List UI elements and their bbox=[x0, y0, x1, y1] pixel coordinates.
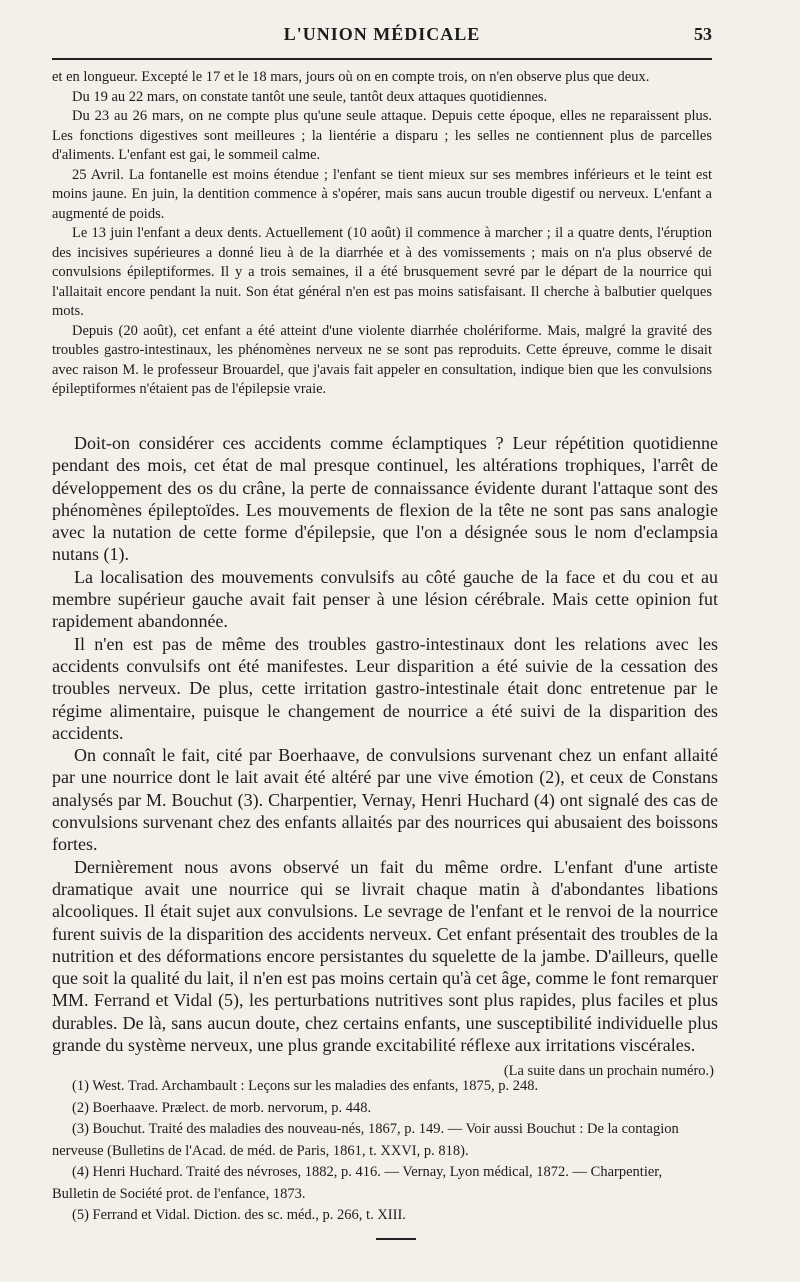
paragraph: Dernièrement nous avons observé un fait du même ordre. L'enfant d'une artiste dramatique avait une nourrice qui se livrait chaque matin à d'abondantes libations alcooliques. Il était sujet aux convulsions. Le sevrage de l'enfant et le renvoi de la nourrice furent suivis de la disparition des accidents nerveux. Cet enfant présentait des troubles de la nutrition et des déformations encore persistantes du squelette de la jambe. D'ailleurs, quelle que soit la qualité du lait, il n'en est pas moins certain qu'à cet âge, comme le font remarquer MM. Ferrand et Vidal (5), les perturbations nutritives sont plus rapides, plus faciles et plus durables. De là, sans aucun doute, chez certains enfants, une susceptibilité individuelle plus grande du système nerveux, une plus grande excitabilité réflexe aux irritations viscérales. bbox=[52, 856, 718, 1056]
paragraph: Le 13 juin l'enfant a deux dents. Actuellement (10 août) il commence à marcher ; il a quatre dents, l'éruption des incisives supérieures a donné lieu à de la diarrhée et à des vomissements ; mais on n'a plus observé de convulsions épileptiformes. Il y a trois semaines, il a été brusquement sevré par le départ de la nourrice qui l'allaitait encore pendant la nuit. Son état général n'en est pas moins satisfaisant. Il cherche à balbutier quelques mots. bbox=[52, 225, 712, 319]
discussion-text bbox=[52, 432, 718, 1083]
journal-title: L'UNION MÉDICALE bbox=[283, 24, 481, 44]
paragraph: et en longueur. Excepté le 17 et le 18 mars, jours où on en compte trois, on n'en observe plus que deux. bbox=[52, 69, 650, 85]
footnote: (5) Ferrand et Vidal. Diction. des sc. méd., p. 266, t. XIII. bbox=[72, 1207, 406, 1223]
continuation-note: (La suite dans un prochain numéro.) bbox=[503, 1063, 714, 1080]
paragraph: Du 23 au 26 mars, on ne compte plus qu'une seule attaque. Depuis cette époque, elles ne reparaissent plus. Les fonctions digestives sont meilleures ; la lientérie a disparu ; les selles ne contiennent plus de parcelles d'aliments. L'enfant est gai, le sommeil calme. bbox=[52, 108, 712, 163]
running-head bbox=[52, 24, 712, 50]
paragraph: La localisation des mouvements convulsifs au côté gauche de la face et du cou et au membre supérieur gauche avait fait penser à une lésion cérébrale. Mais cette opinion fut rapidement abandonnée. bbox=[52, 566, 718, 632]
header-rule bbox=[52, 58, 712, 60]
paragraph: Du 19 au 22 mars, on constate tantôt une seule, tantôt deux attaques quotidiennes. bbox=[72, 88, 548, 105]
footnote: (1) West. Trad. Archambault : Leçons sur les maladies des enfants, 1875, p. 248. bbox=[72, 1078, 539, 1094]
case-observation-text bbox=[52, 68, 712, 400]
end-rule bbox=[376, 1238, 416, 1240]
paragraph: 25 Avril. La fontanelle est moins étendue ; l'enfant se tient mieux sur ses membres inférieurs et le teint est moins jaune. En juin, la dentition commence à s'opérer, mais sans aucun trouble digestif ou nerveux. L'enfant a augmenté de poids. bbox=[52, 166, 712, 222]
footnotes bbox=[52, 1076, 712, 1227]
footnote: (4) Henri Huchard. Traité des névroses, 1882, p. 416. — Vernay, Lyon médical, 1872. — Charpentier, Bulletin de Société prot. de l'enfance, 1873. bbox=[52, 1164, 663, 1202]
paragraph: On connaît le fait, cité par Boerhaave, de convulsions survenant chez un enfant allaité par une nourrice dont le lait avait été altéré par une vive émotion (2), et ceux de Constans analysés par M. Bouchut (3). Charpentier, Vernay, Henri Huchard (4) ont signalé des cas de convulsions survenant chez des enfants allaités par des nourrices qui abusaient des boissons fortes. bbox=[52, 745, 718, 855]
paragraph: Doit-on considérer ces accidents comme éclamptiques ? Leur répétition quotidienne pendant des mois, cet état de mal presque continuel, les altérations trophiques, l'arrêt de développement des os du crâne, la perte de connaissance évidente durant l'attaque sont des phénomènes épileptoïdes. Les mouvements de flexion de la tête ne sont pas sans analogie avec la nutation de cette forme d'épilepsie, que l'on a désignée sous le nom d'eclampsia nutans (1). bbox=[52, 433, 718, 565]
footnote: (2) Boerhaave. Prælect. de morb. nervorum, p. 448. bbox=[72, 1099, 372, 1116]
footnote: (3) Bouchut. Traité des maladies des nouveau-nés, 1867, p. 149. — Voir aussi Bouchut : De la contagion nerveuse (Bulletins de l'Acad. de méd. de Paris, 1861, t. XXVI, p. 818). bbox=[52, 1121, 679, 1159]
paragraph: Il n'en est pas de même des troubles gastro-intestinaux dont les relations avec les accidents convulsifs ont été manifestes. Leur disparition a été suivie de la cessation des troubles nerveux. De plus, cette irritation gastro-intestinale était donc entretenue par le régime alimentaire, puisque le changement de nourrice a été suivi de la disparition des accidents. bbox=[52, 633, 718, 743]
paragraph: Depuis (20 août), cet enfant a été atteint d'une violente diarrhée cholériforme. Mais, malgré la gravité des troubles gastro-intestinaux, les phénomènes nerveux ne se sont pas reproduits. Cette épreuve, comme le disait avec raison M. le professeur Brouardel, que j'avais fait appeler en consultation, indique bien que les convulsions épileptiformes n'étaient pas de l'épilepsie vraie. bbox=[52, 322, 712, 397]
page-number: 53 bbox=[694, 24, 712, 44]
